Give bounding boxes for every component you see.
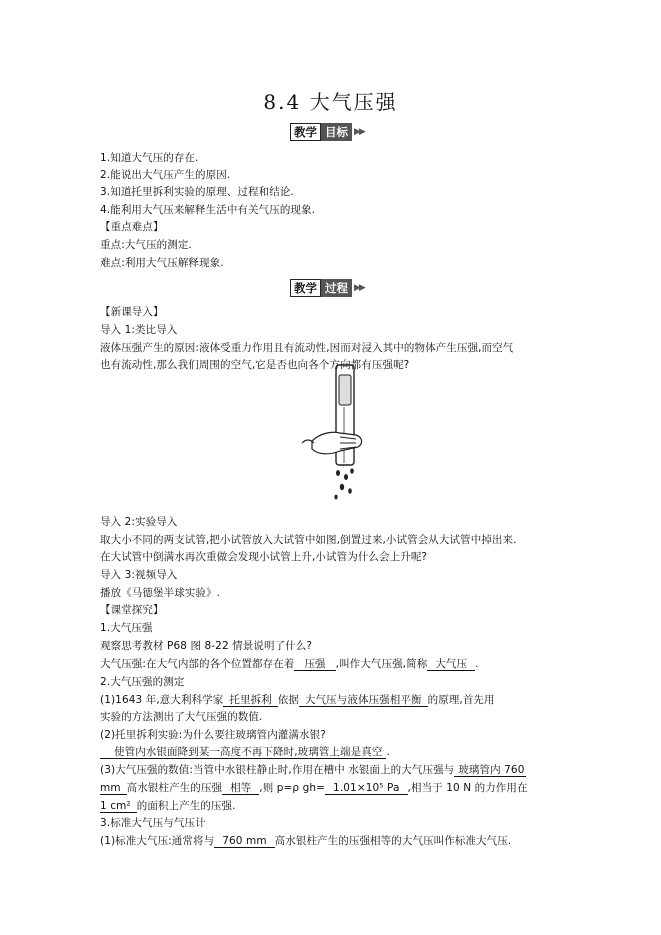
- fill-blank-answer: 1.01×10⁵ Pa: [325, 782, 407, 795]
- fill-blank-answer: 压强: [294, 658, 335, 671]
- test-tube-illustration: [300, 363, 390, 508]
- banner-label-part2: 过程: [321, 279, 352, 297]
- section2-item2-answer: [100, 744, 390, 760]
- text-segment: 高水银柱产生的压强: [126, 782, 223, 794]
- goal-item-1: 1.知道大气压的存在.: [100, 152, 199, 164]
- section3-title: 3.标准大气压与气压计: [100, 817, 206, 829]
- section3-item1: [100, 833, 511, 849]
- section2-item2-question: (2)托里拆利实验:为什么要往玻璃管内灌满水银?: [100, 729, 326, 741]
- text-segment: 的面积上产生的压强.: [136, 800, 236, 812]
- fill-blank-answer: 大气压与液体压强相平衡: [299, 694, 428, 707]
- section2-item1-line1: [100, 692, 495, 708]
- goal-item-3: 3.知道托里拆利实验的原理、过程和结论.: [100, 186, 294, 198]
- text-segment: (1)1643 年,意大利科学家: [100, 694, 224, 706]
- text-segment: ,则 p=ρ gh=: [259, 782, 326, 794]
- fill-blank-answer: 玻璃管内 760: [454, 764, 526, 777]
- text-segment: .: [475, 658, 479, 670]
- new-lesson-header: 【新课导入】: [100, 306, 164, 318]
- intro3-paragraph: 播放《马德堡半球实验》.: [100, 587, 221, 599]
- text-segment: .: [386, 746, 390, 758]
- text-segment: (3)大气压强的数值:当管中水银柱静止时,作用在槽中 水银面上的大气压强与: [100, 764, 455, 776]
- text-segment: (1)标准大气压:通常将与: [100, 835, 215, 847]
- intro2-paragraph-line2: 在大试管中倒满水再次重做会发现小试管上升,小试管为什么会上升呢?: [100, 551, 428, 563]
- fill-blank-answer: 1 cm²: [100, 800, 137, 813]
- text-segment: 大气压强:在大气内部的各个位置都存在着: [100, 658, 295, 670]
- banner-label-part1: 教学: [290, 123, 321, 141]
- banner-teaching-goals: [290, 123, 364, 141]
- goal-item-2: 2.能说出大气压产生的原因.: [100, 169, 231, 181]
- fill-blank-answer: 托里拆利: [223, 694, 277, 707]
- double-arrow-icon: ▶▶: [354, 127, 364, 137]
- section2-item3-line2: [100, 780, 528, 796]
- difficult-point: 难点:利用大气压解释现象.: [100, 257, 224, 269]
- key-point: 重点:大气压的测定.: [100, 239, 192, 251]
- intro2-paragraph-line1: 取大小不同的两支试管,把小试管放入大试管中如图,倒置过来,小试管会从大试管中掉出来.: [100, 534, 517, 546]
- class-explore-header: 【课堂探究】: [100, 604, 164, 616]
- section1-title: 1.大气压强: [100, 622, 153, 634]
- banner-label-part1: 教学: [290, 279, 321, 297]
- section2-title: 2.大气压强的测定: [100, 676, 185, 688]
- section1-definition: [100, 656, 479, 672]
- banner-teaching-process: [290, 279, 364, 297]
- goal-item-4: 4.能利用大气压来解释生活中有关气压的现象.: [100, 204, 316, 216]
- text-segment: 的原理,首先用: [427, 694, 495, 706]
- fill-blank-answer: 使管内水银面降到某一高度不再下降时,玻璃管上端是真空: [100, 746, 386, 759]
- intro2-title: 导入 2:实验导入: [100, 516, 178, 528]
- intro3-title: 导入 3:视频导入: [100, 569, 178, 581]
- double-arrow-icon: ▶▶: [354, 283, 364, 293]
- section2-item3-line1: [100, 762, 526, 778]
- text-segment: 高水银柱产生的压强相等的大气压叫作标准大气压.: [274, 835, 512, 847]
- fill-blank-answer: 760 mm: [214, 835, 274, 848]
- key-points-header: 【重点难点】: [100, 221, 164, 233]
- fill-blank-answer: 相等: [222, 782, 259, 795]
- text-segment: ,叫作大气压强,简称: [335, 658, 428, 670]
- section1-question: 观察思考教材 P68 图 8-22 情景说明了什么?: [100, 640, 313, 652]
- fill-blank-answer: 大气压: [427, 658, 475, 671]
- banner-label-part2: 目标: [321, 123, 352, 141]
- page-title: 8.4 大气压强: [263, 90, 398, 114]
- text-segment: ,相当于 10 N 的力作用在: [407, 782, 528, 794]
- intro1-paragraph-line1: 液体压强产生的原因:液体受重力作用且有流动性,因而对浸入其中的物体产生压强,而空气: [100, 342, 514, 354]
- text-segment: 依据: [277, 694, 299, 706]
- section2-item3-line3: [100, 798, 236, 814]
- intro1-paragraph-line2: 也有流动性,那么我们周围的空气,它是否也向各个方向都有压强呢?: [100, 359, 410, 371]
- intro1-title: 导入 1:类比导入: [100, 324, 178, 336]
- fill-blank-answer: mm: [100, 782, 127, 795]
- section2-item1-line2: 实验的方法测出了大气压强的数值.: [100, 711, 263, 723]
